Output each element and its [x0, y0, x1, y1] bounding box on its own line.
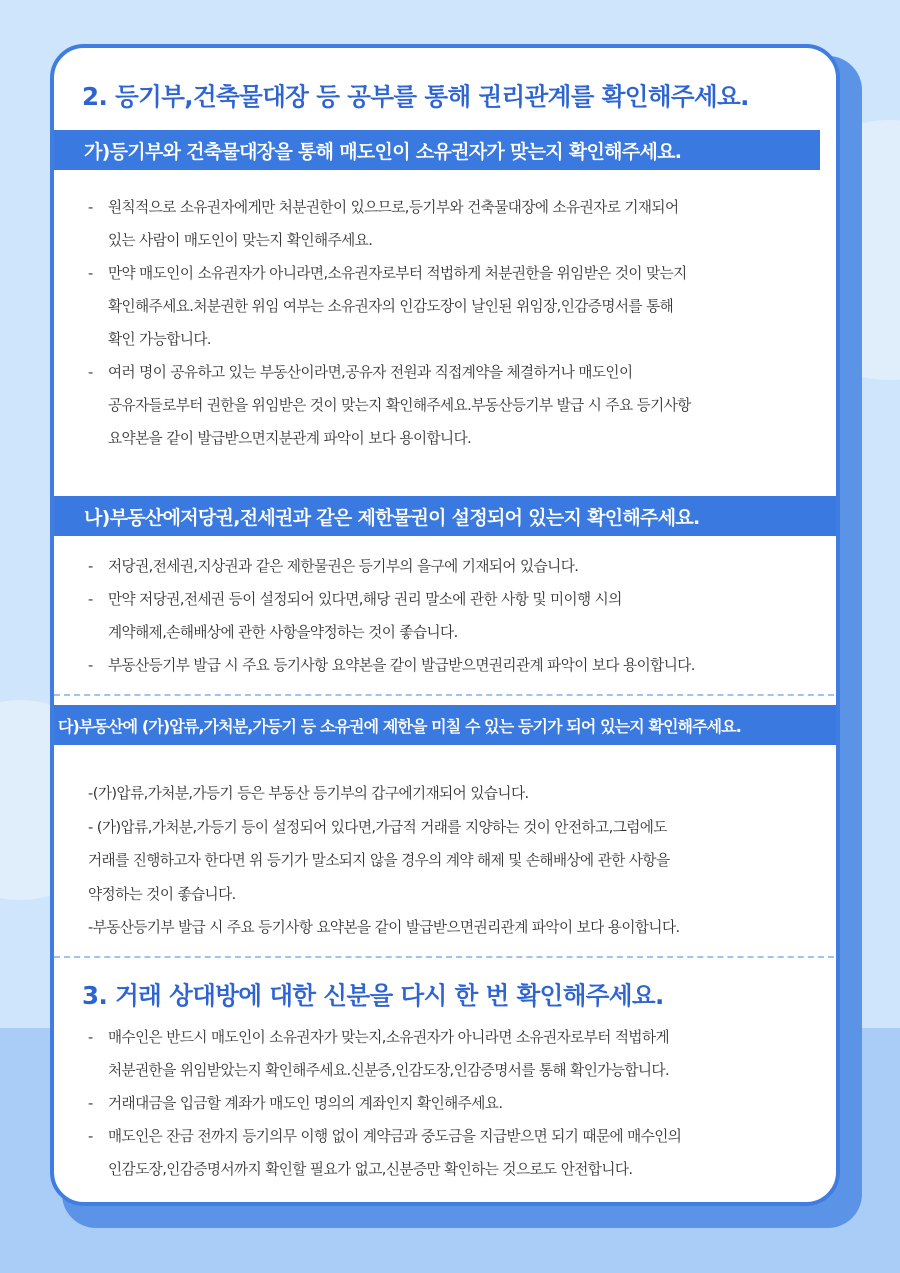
- bullet-dash: -: [88, 265, 93, 282]
- section-divider: [54, 956, 840, 958]
- list-item: [88, 356, 828, 455]
- section-2-heading: 2. 등기부,건축물대장 등 공부를 통해 권리관계를 확인해주세요.: [82, 82, 749, 111]
- list-item: [88, 649, 828, 682]
- list-line: 여러 명이 공유하고 있는 부동산이라면,공유자 전원과 직접계약을 체결하거나 매도인이: [108, 364, 633, 381]
- list-line: 거래대금을 입금할 계좌가 매도인 명의의 계좌인지 확인해주세요.: [108, 1095, 503, 1112]
- subsection-c-body: [88, 777, 828, 945]
- subsection-a-banner: [50, 130, 820, 170]
- bullet-dash: -: [88, 558, 93, 575]
- list-item: [88, 1120, 828, 1186]
- list-line: -부동산등기부 발급 시 주요 등기사항 요약본을 같이 발급받으면권리관계 파악이 보다 용이합니다.: [88, 919, 680, 936]
- list-line: 계약해제,손해배상에 관한 사항을약정하는 것이 좋습니다.: [108, 624, 458, 641]
- list-line: 원칙적으로 소유권자에게만 처분권한이 있으므로,등기부와 건축물대장에 소유권자로 기재되어: [108, 199, 679, 216]
- subsection-b-title: 나)부동산에저당권,전세권과 같은 제한물권이 설정되어 있는지 확인해주세요.: [84, 506, 700, 529]
- list-line: 있는 사람이 매도인이 맞는지 확인해주세요.: [108, 232, 373, 249]
- bullet-dash: -: [88, 364, 93, 381]
- list-line: 저당권,전세권,지상권과 같은 제한물권은 등기부의 을구에 기재되어 있습니다.: [108, 558, 579, 575]
- section-3-body: [88, 1021, 828, 1186]
- bullet-dash: -: [88, 1095, 93, 1112]
- subsection-c-title: 다)부동산에 (가)압류,가처분,가등기 등 소유권에 제한을 미칠 수 있는 등기가 되어 있는지 확인해주세요.: [58, 716, 741, 736]
- subsection-a-body: [88, 191, 828, 455]
- list-item: [88, 1087, 828, 1120]
- bullet-dash: -: [88, 199, 93, 216]
- bullet-dash: -: [88, 1128, 93, 1145]
- subsection-b-body: [88, 550, 828, 682]
- list-line: 인감도장,인감증명서까지 확인할 필요가 없고,신분증만 확인하는 것으로도 안전합니다.: [108, 1161, 633, 1178]
- subsection-c-banner: [50, 705, 840, 745]
- section-3-heading: 3. 거래 상대방에 대한 신분을 다시 한 번 확인해주세요.: [82, 981, 664, 1010]
- list-line: 만약 저당권,전세권 등이 설정되어 있다면,해당 권리 말소에 관한 사항 및 미이행 시의: [108, 591, 622, 608]
- bullet-dash: -: [88, 657, 93, 674]
- info-card: [50, 44, 840, 1206]
- list-item: [88, 1021, 828, 1087]
- list-item: [88, 257, 828, 356]
- list-item: [88, 191, 828, 257]
- list-line: 공유자들로부터 권한을 위임받은 것이 맞는지 확인해주세요.부동산등기부 발급 시 주요 등기사항: [108, 397, 691, 414]
- section-divider: [54, 694, 840, 696]
- subsection-a-title: 가)등기부와 건축물대장을 통해 매도인이 소유권자가 맞는지 확인해주세요.: [84, 140, 682, 163]
- bullet-dash: -: [88, 591, 93, 608]
- list-line: 처분권한을 위임받았는지 확인해주세요.신분증,인감도장,인감증명서를 통해 확인가능합니다.: [108, 1062, 670, 1079]
- list-line: 만약 매도인이 소유권자가 아니라면,소유권자로부터 적법하게 처분권한을 위임받은 것이 맞는지: [108, 265, 687, 282]
- list-line: 확인 가능합니다.: [108, 331, 212, 348]
- list-line: 매도인은 잔금 전까지 등기의무 이행 없이 계약금과 중도금을 지급받으면 되기 때문에 매수인의: [108, 1128, 682, 1145]
- subsection-b-banner: [50, 496, 840, 536]
- list-item: [88, 583, 828, 649]
- list-line: 요약본을 같이 발급받으면지분관계 파악이 보다 용이합니다.: [108, 430, 472, 447]
- list-line: 부동산등기부 발급 시 주요 등기사항 요약본을 같이 발급받으면권리관계 파악이 보다 용이합니다.: [108, 657, 695, 674]
- list-line: - (가)압류,가처분,가등기 등이 설정되어 있다면,가급적 거래를 지양하는 것이 안전하고,그럼에도: [88, 818, 667, 836]
- list-line: 거래를 진행하고자 한다면 위 등기가 말소되지 않을 경우의 계약 해제 및 손해배상에 관한 사항을: [88, 852, 670, 869]
- list-line: 확인해주세요.처분권한 위임 여부는 소유권자의 인감도장이 날인된 위임장,인감증명서를 통해: [108, 298, 674, 315]
- bullet-dash: -: [88, 1029, 93, 1046]
- list-item: [88, 550, 828, 583]
- list-line: 약정하는 것이 좋습니다.: [88, 885, 236, 903]
- list-line: -(가)압류,가처분,가등기 등은 부동산 등기부의 갑구에기재되어 있습니다.: [88, 785, 529, 802]
- list-line: 매수인은 반드시 매도인이 소유권자가 맞는지,소유권자가 아니라면 소유권자로부터 적법하게: [108, 1029, 670, 1046]
